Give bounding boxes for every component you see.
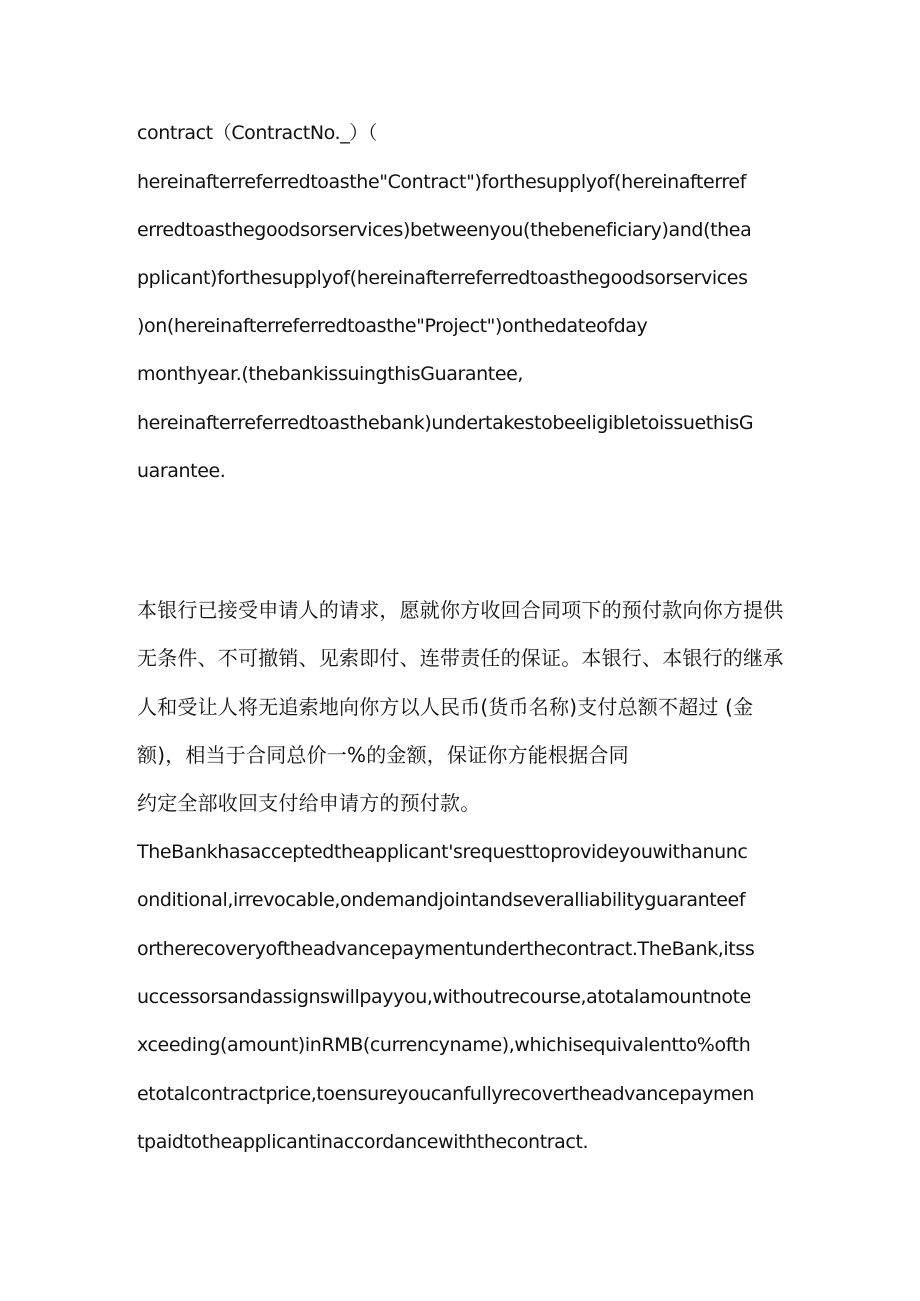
para1-line-7: hereinafterreferredtoasthebank)undertakestobeeligibletoissuethisG bbox=[137, 412, 754, 434]
para3-line-7: tpaidtotheapplicantinaccordancewiththecontract. bbox=[137, 1131, 589, 1153]
para2-line-5: 约定全部收回支付给申请方的预付款。 bbox=[137, 791, 481, 815]
para1-line-4: pplicant)forthesupplyof(hereinafterreferredtoasthegoodsorservices bbox=[137, 267, 748, 289]
para2-line-2: 无条件、不可撤销、见索即付、连带责任的保证。本银行、本银行的继承 bbox=[137, 646, 784, 670]
para3-line-5: xceeding(amount)inRMB(currencyname),whichisequivalentto%ofth bbox=[137, 1034, 751, 1056]
para1-line-3: erredtoasthegoodsorservices)betweenyou(thebeneficiary)and(thea bbox=[137, 219, 752, 241]
para1-line-6: monthyear.(thebankissuingthisGuarantee, bbox=[137, 363, 524, 385]
para3-line-4: uccessorsandassignswillpayyou,withoutrecourse,atotalamountnote bbox=[137, 986, 751, 1008]
para2-line-1: 本银行已接受申请人的请求，愿就你方收回合同项下的预付款向你方提供 bbox=[137, 598, 784, 622]
para2-line-3: 人和受让人将无追索地向你方以人民币(货币名称)支付总额不超过 (金 bbox=[137, 695, 754, 719]
para1-line-5: )on(hereinafterreferredtoasthe"Project")onthedateofday bbox=[137, 315, 648, 337]
para3-line-3: ortherecoveryoftheadvancepaymentunderthecontract.TheBank,itss bbox=[137, 938, 755, 960]
para1-line-2: hereinafterreferredtoasthe"Contract")forthesupplyof(hereinafterref bbox=[137, 171, 746, 193]
para3-line-1: TheBankhasacceptedtheapplicant'srequesttoprovideyouwithanunc bbox=[137, 841, 748, 863]
para2-line-4: 额)，相当于合同总价一%的金额，保证你方能根据合同 bbox=[137, 743, 629, 767]
para3-line-2: onditional,irrevocable,ondemandjointandseveralliabilityguaranteef bbox=[137, 889, 746, 911]
para1-line-8: uarantee. bbox=[137, 460, 226, 482]
para3-line-6: etotalcontractprice,toensureyoucanfullyrecovertheadvancepaymen bbox=[137, 1083, 755, 1105]
para1-line-1: contract（ContractNo._）（ bbox=[137, 122, 377, 144]
